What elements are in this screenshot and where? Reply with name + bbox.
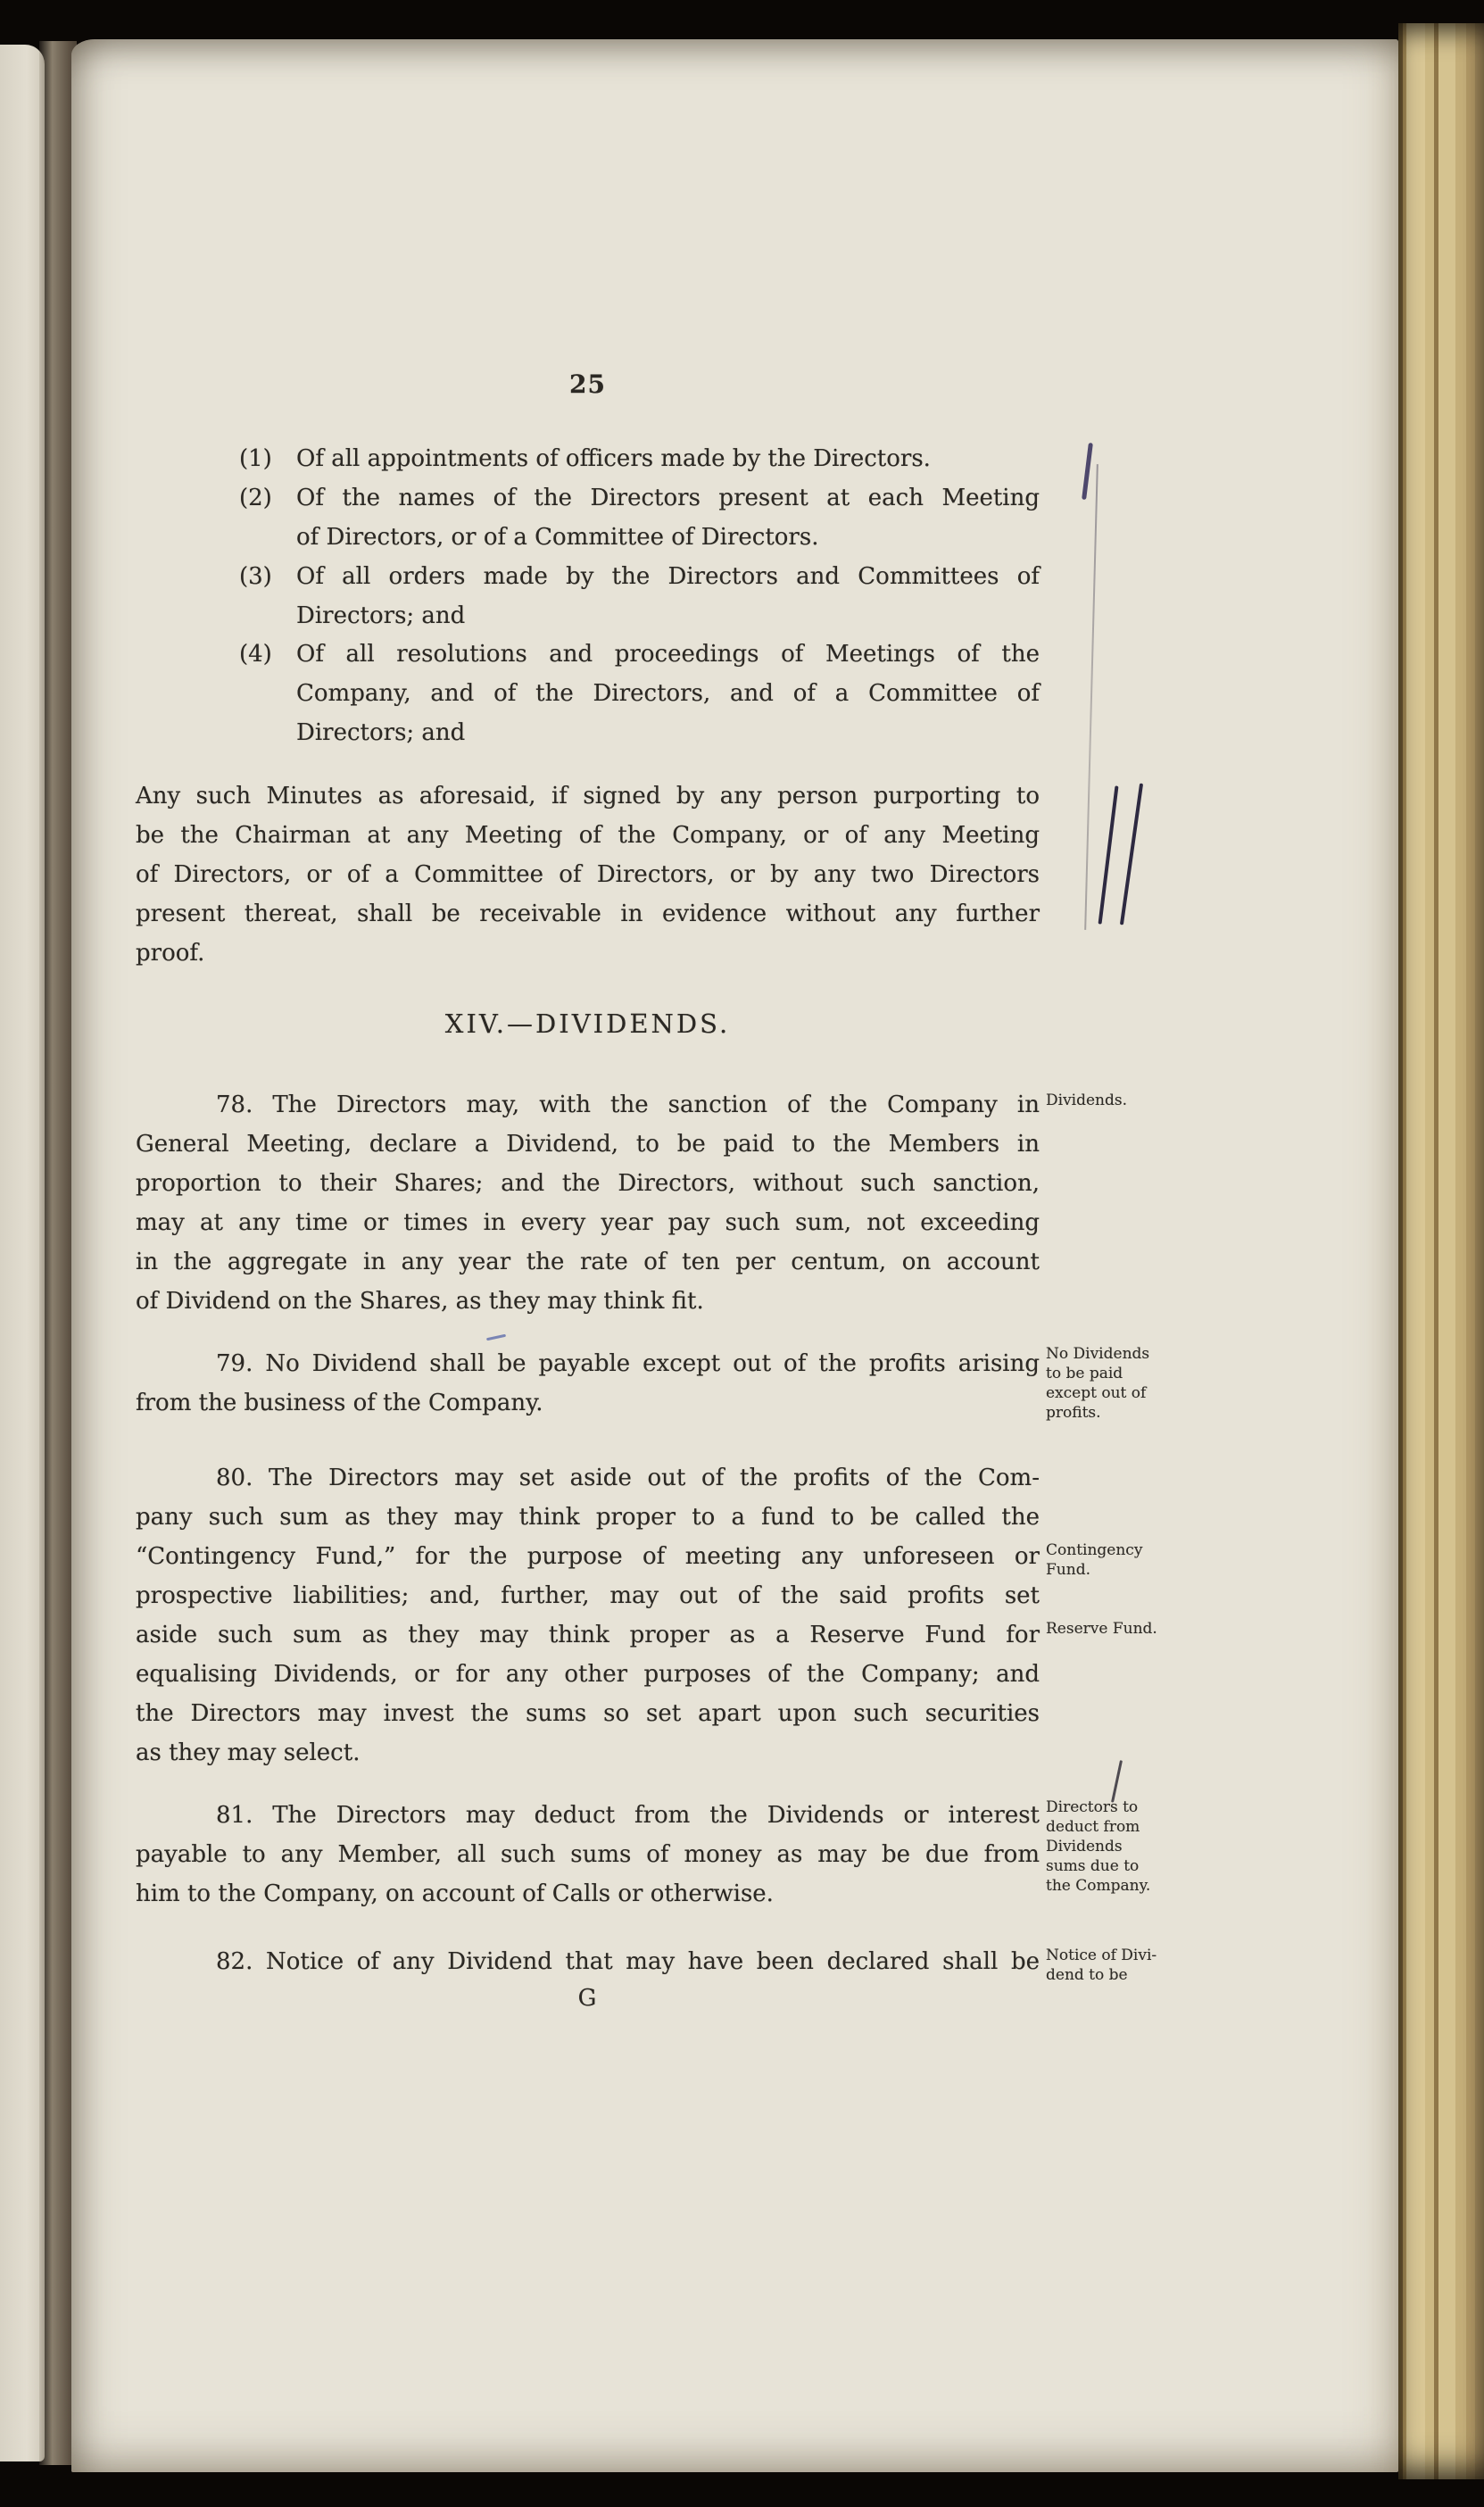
text-line: Of the names of the Directors present at each Meeting xyxy=(296,485,1040,511)
text-line: present thereat, shall be receivable in evidence without any further xyxy=(136,901,1040,927)
list-item-number: (3) xyxy=(239,563,272,590)
text-line: equalising Dividends, or for any other purposes of the Company; and xyxy=(136,1661,1040,1688)
section-heading: XIV.—DIVIDENDS. xyxy=(444,1009,731,1039)
clause-81 xyxy=(136,1796,1040,1913)
text-line: Directors to xyxy=(1046,1798,1139,1816)
text-line: 78. The Directors may, with the sanction of the Company in xyxy=(216,1092,1040,1118)
text-line: No Dividends xyxy=(1046,1345,1150,1363)
margin-note-contingency-fund xyxy=(1046,1540,1212,1580)
clause-82 xyxy=(136,1942,1040,1981)
text-line: 81. The Directors may deduct from the Dividends or interest xyxy=(216,1802,1040,1829)
text-line: 82. Notice of any Dividend that may have been declared shall be xyxy=(216,1948,1040,1975)
text-line: Reserve Fund. xyxy=(1046,1620,1157,1638)
text-line: in the aggregate in any year the rate of ten per centum, on account xyxy=(136,1249,1040,1275)
text-line: be the Chairman at any Meeting of the Company, or of any Meeting xyxy=(136,822,1040,849)
clause-80 xyxy=(136,1458,1040,1772)
text-line: to be paid xyxy=(1046,1365,1123,1382)
text-line: may at any time or times in every year pay such sum, not exceeding xyxy=(136,1209,1040,1236)
text-line: dend to be xyxy=(1046,1966,1128,1984)
text-line: sums due to xyxy=(1046,1857,1140,1875)
text-line: deduct from xyxy=(1046,1818,1140,1836)
signature-mark: G xyxy=(577,1985,598,2012)
text-line: Contingency xyxy=(1046,1541,1143,1559)
text-line: profits. xyxy=(1046,1404,1101,1422)
text-line: of Dividend on the Shares, as they may think fit. xyxy=(136,1288,704,1315)
text-line: as they may select. xyxy=(136,1739,361,1766)
list-item-number: (4) xyxy=(239,641,272,668)
text-line: Any such Minutes as aforesaid, if signed by any person purporting to xyxy=(136,783,1040,809)
list-item-number: (1) xyxy=(239,445,272,472)
margin-note-no-dividends xyxy=(1046,1344,1212,1423)
text-line: prospective liabilities; and, further, may out of the said profits set xyxy=(136,1582,1040,1609)
list-item-1 xyxy=(239,439,1040,478)
text-line: 79. No Dividend shall be payable except out of the profits arising xyxy=(216,1350,1040,1377)
text-line: of Directors, or of a Committee of Directors. xyxy=(296,524,819,551)
clause-78 xyxy=(136,1085,1040,1321)
text-line: aside such sum as they may think proper as a Reserve Fund for xyxy=(136,1622,1040,1648)
text-line: Of all appointments of officers made by the Directors. xyxy=(296,445,931,472)
text-line: the Company. xyxy=(1046,1877,1151,1895)
text-line: from the business of the Company. xyxy=(136,1390,543,1416)
text-line: except out of xyxy=(1046,1384,1147,1402)
text-line: Company, and of the Directors, and of a Committee of xyxy=(296,680,1040,707)
text-line: Directors; and xyxy=(296,719,466,746)
text-line: Directors; and xyxy=(296,602,466,629)
text-line: pany such sum as they may think proper to a fund to be called the xyxy=(136,1504,1040,1531)
text-line: proof. xyxy=(136,940,205,967)
text-line: Dividends. xyxy=(1046,1092,1128,1109)
list-item-4 xyxy=(239,635,1040,752)
margin-note-reserve-fund xyxy=(1046,1619,1212,1639)
list-item-3 xyxy=(239,557,1040,635)
list-item-number: (2) xyxy=(239,485,272,511)
text-line: payable to any Member, all such sums of money as may be due from xyxy=(136,1841,1040,1868)
text-line: Of all orders made by the Directors and Committees of xyxy=(296,563,1040,590)
text-line: Fund. xyxy=(1046,1561,1090,1579)
text-line: General Meeting, declare a Dividend, to be paid to the Members in xyxy=(136,1131,1040,1158)
margin-note-directors-deduct xyxy=(1046,1797,1212,1896)
book-fore-edge xyxy=(1398,23,1484,2479)
page-number: 25 xyxy=(569,369,606,399)
list-item-2 xyxy=(239,478,1040,557)
margin-note-notice-of-dividend xyxy=(1046,1946,1212,1985)
clause-79 xyxy=(136,1344,1040,1423)
text-line: Dividends xyxy=(1046,1838,1123,1855)
text-line: “Contingency Fund,” for the purpose of meeting any unforeseen or xyxy=(136,1543,1040,1570)
minutes-paragraph xyxy=(136,776,1040,973)
text-line: of Directors, or of a Committee of Directors, or by any two Directors xyxy=(136,861,1040,888)
text-line: him to the Company, on account of Calls or otherwise. xyxy=(136,1880,774,1907)
text-line: Notice of Divi- xyxy=(1046,1947,1157,1964)
margin-note-dividends xyxy=(1046,1091,1212,1110)
text-line: the Directors may invest the sums so set apart upon such securities xyxy=(136,1700,1040,1727)
text-line: Of all resolutions and proceedings of Meetings of the xyxy=(296,641,1040,668)
facing-page-edge xyxy=(0,45,45,2461)
text-line: 80. The Directors may set aside out of the profits of the Com- xyxy=(216,1465,1040,1491)
text-line: proportion to their Shares; and the Directors, without such sanction, xyxy=(136,1170,1040,1197)
